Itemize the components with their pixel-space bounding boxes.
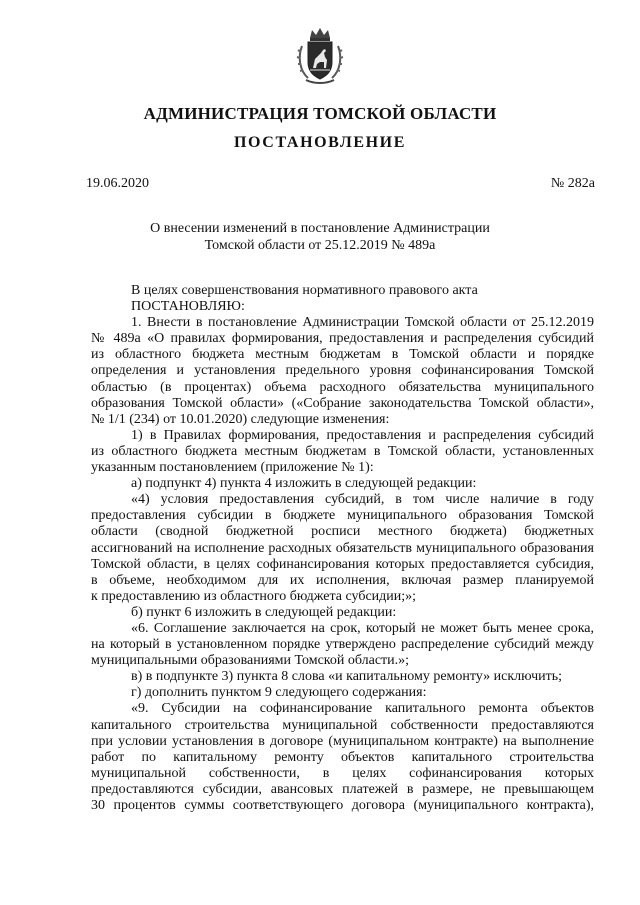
subject-line: О внесении изменений в постановление Администрации bbox=[150, 221, 490, 236]
body-line: на который в установленном порядке утверждено распределение субсидий между bbox=[91, 637, 594, 653]
body-line: из областного бюджета местным бюджетам в Томской области и порядке bbox=[91, 347, 594, 363]
tomsk-coat-of-arms-icon bbox=[296, 26, 344, 86]
body-line: ассигнований на исполнение расходных обязательств муниципального образования bbox=[91, 540, 594, 556]
body-line: из областного бюджета местным бюджетам в Томской области, установленных bbox=[91, 443, 594, 459]
body-line: капитального строительства муниципальной собственности предоставляются bbox=[91, 717, 594, 733]
document-subject bbox=[120, 221, 520, 254]
body-line: № 489а «О правилах формирования, предоставления и распределения субсидий bbox=[91, 331, 594, 347]
document-date: 19.06.2020 bbox=[86, 176, 149, 191]
subject-line: Томской области от 25.12.2019 № 489а bbox=[204, 237, 436, 253]
body-line: б) пункт 6 изложить в следующей редакции: bbox=[131, 604, 397, 620]
body-line: при условии установления в договоре (муниципальном контракте) на выполнение bbox=[91, 733, 594, 749]
body-line: работ по капитальному ремонту объектов капитального строительства bbox=[91, 749, 594, 765]
body-line: № 1/1 (234) от 10.01.2020) следующие изменения: bbox=[91, 411, 390, 427]
body-line: муниципальной собственности, в целях софинансирования которых bbox=[91, 765, 594, 781]
body-line: в объеме, необходимом для их исполнения, включая размер планируемой bbox=[91, 572, 594, 588]
body-line: муниципальными образованиями Томской области.»; bbox=[91, 653, 410, 669]
body-line: области (сводной бюджетной росписи местного бюджета) бюджетных bbox=[91, 524, 594, 540]
body-line: областью (в процентах) объема расходного обязательства муниципального bbox=[91, 379, 594, 395]
body-line: г) дополнить пунктом 9 следующего содержания: bbox=[131, 685, 427, 701]
document-number: № 282а bbox=[550, 176, 595, 191]
body-line: 30 процентов суммы соответствующего договора (муниципального контракта), bbox=[91, 798, 594, 813]
body-line: 1. Внести в постановление Администрации Томской области от 25.12.2019 bbox=[131, 315, 594, 331]
body-line: образования Томской области» («Собрание законодательства Томской области», bbox=[91, 395, 594, 411]
document-type-title: ПОСТАНОВЛЕНИЕ bbox=[234, 134, 406, 151]
body-line: предоставления субсидии в бюджете муниципального образования Томской bbox=[91, 508, 594, 524]
organization-title: АДМИНИСТРАЦИЯ ТОМСКОЙ ОБЛАСТИ bbox=[143, 104, 497, 123]
body-line: предоставляются субсидии, авансовых платежей в размере, не превышающем bbox=[91, 781, 594, 797]
body-line: «6. Соглашение заключается на срок, который не может быть менее срока, bbox=[131, 620, 594, 636]
body-line: «9. Субсидии на софинансирование капитального ремонта объектов bbox=[131, 701, 594, 717]
body-line: 1) в Правилах формирования, предоставления и распределения субсидий bbox=[131, 427, 594, 443]
document-body bbox=[91, 283, 594, 814]
body-line: определения и установления предельного уровня софинансирования Томской bbox=[91, 363, 594, 379]
body-line: В целях совершенствования нормативного правового акта bbox=[131, 283, 478, 298]
body-line: Томской области, в целях софинансирования которых предоставляется субсидия, bbox=[91, 556, 594, 572]
body-line: «4) условия предоставления субсидий, в том числе наличие в году bbox=[131, 492, 594, 508]
body-line-resolve: ПОСТАНОВЛЯЮ: bbox=[131, 299, 245, 315]
body-line: в) в подпункте 3) пункта 8 слова «и капитальному ремонту» исключить; bbox=[131, 669, 563, 685]
body-line: к предоставлению из областного бюджета субсидии;»; bbox=[91, 588, 417, 604]
body-line: указанным постановлением (приложение № 1): bbox=[91, 460, 374, 476]
body-line: а) подпункт 4) пункта 4 изложить в следующей редакции: bbox=[131, 476, 477, 492]
